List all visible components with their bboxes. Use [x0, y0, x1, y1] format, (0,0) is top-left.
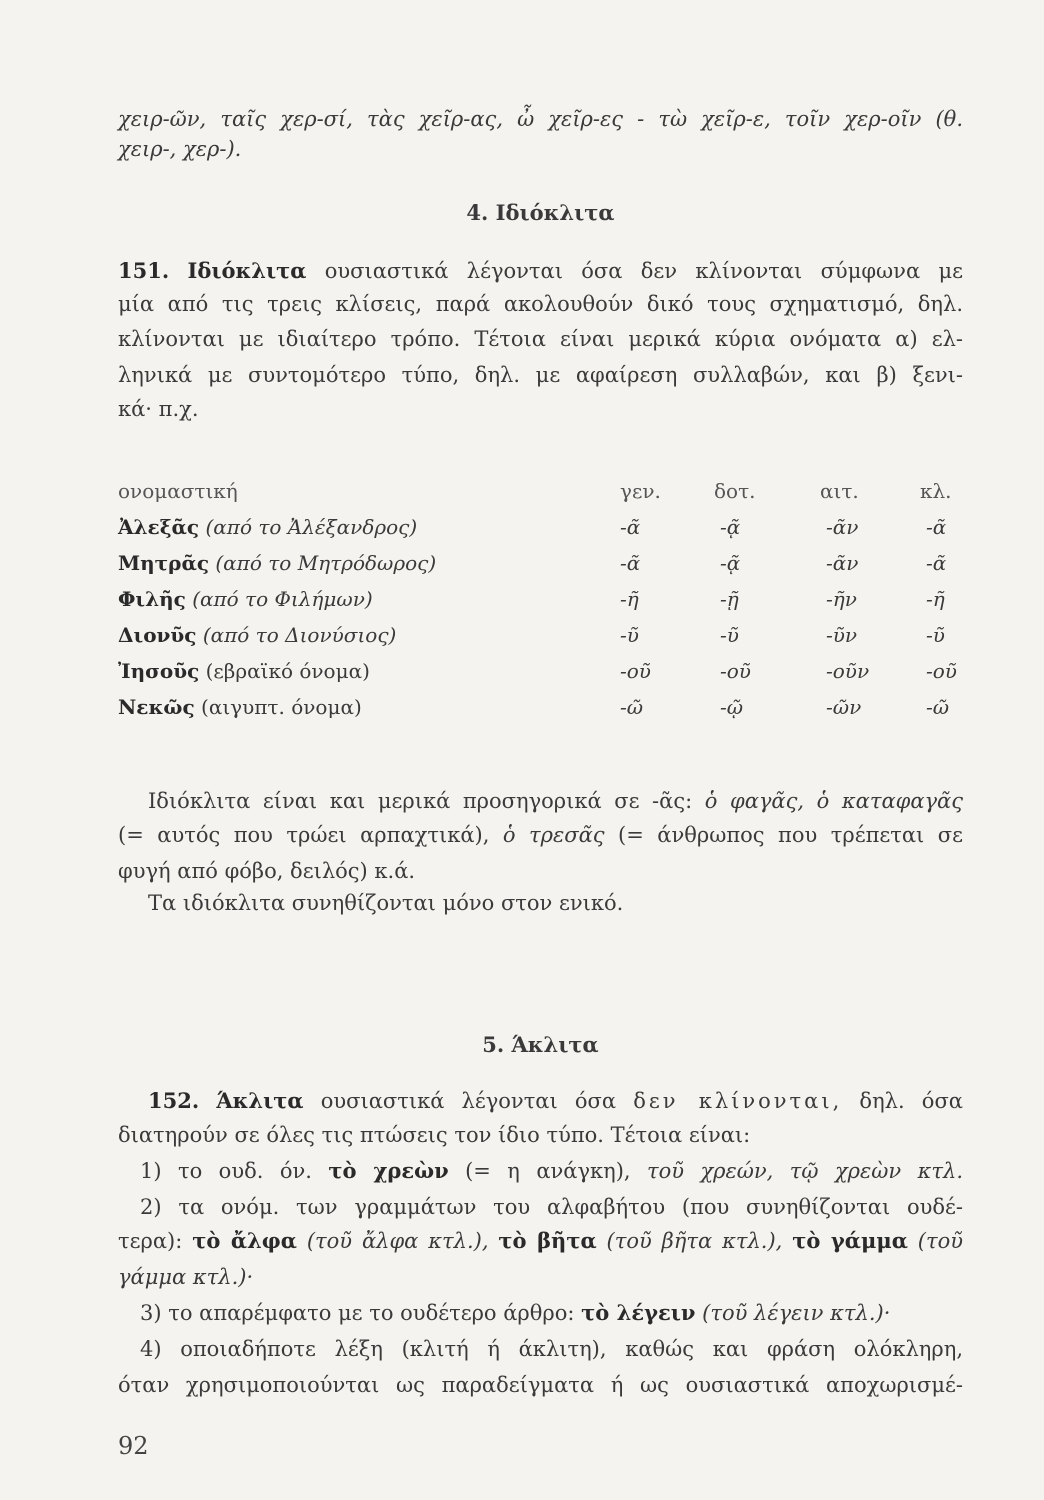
- text-line: όταν χρησιμοποιούνται ως παραδείγματα ή ως ουσιαστικά αποχωρισμέ-: [118, 1373, 963, 1397]
- table-row: [118, 584, 373, 614]
- text-span: 3) το απαρέμφατο με το ουδέτερο άρθρο:: [140, 1301, 582, 1325]
- row-genitive: -ῦ: [620, 623, 639, 647]
- row-vocative: -οῦ: [926, 659, 957, 683]
- table-row: [118, 512, 417, 542]
- row-accusative: -ᾶν: [826, 551, 859, 575]
- row-genitive: -ᾶ: [620, 551, 641, 575]
- row-genitive: -ῆ: [620, 587, 639, 611]
- paragraph-151-line: [118, 256, 963, 286]
- row-vocative: -ῆ: [926, 587, 945, 611]
- text-span: (= άνθρωπος που τρέπεται σε: [604, 823, 963, 847]
- row-note: (από το Διονύσιος): [202, 623, 397, 647]
- table-row: [118, 692, 362, 722]
- header-accusative: αιτ.: [820, 479, 859, 503]
- text-line: χειρ-, χερ-).: [118, 137, 242, 161]
- example-legein: τὸ λέγειν: [581, 1300, 696, 1325]
- text-line: [118, 820, 963, 850]
- text-span: (= η ανάγκη),: [448, 1159, 647, 1183]
- text-line: γάμμα κτλ.)·: [118, 1265, 254, 1289]
- text-line: χειρ-ῶν, ταῖς χερ-σί, τὰς χεῖρ-ας, ὦ χεῖρ-ες - τὼ χεῖρ-ε, τοῖν χερ-οῖν (θ.: [118, 107, 963, 131]
- row-dative: -ῷ: [720, 695, 744, 719]
- example-phagas: ὁ φαγᾶς, ὁ καταφαγᾶς: [704, 789, 963, 813]
- row-word: Ἀλεξᾶς: [118, 515, 200, 539]
- list-item: [140, 1298, 963, 1328]
- row-note: (αιγυπτ. όνομα): [201, 695, 362, 719]
- example-alpha: τὸ ἄλφα: [192, 1228, 297, 1253]
- row-accusative: -ᾶν: [826, 515, 859, 539]
- text-line: ληνικά με συντομότερο τύπο, δηλ. με αφαίρεση συλλαβών, και β) ξενι-: [118, 363, 963, 387]
- example-beta: τὸ βῆτα: [498, 1228, 597, 1253]
- text-line: διατηρούν σε όλες τις πτώσεις τον ίδιο τύπο. Τέτοια είναι:: [118, 1123, 751, 1147]
- row-vocative: -ῶ: [926, 695, 950, 719]
- row-dative: -ᾷ: [720, 551, 741, 575]
- header-vocative: κλ.: [920, 479, 952, 503]
- row-note: (εβραϊκό όνομα): [205, 659, 370, 683]
- row-note: (από το Μητρόδωρος): [215, 551, 437, 575]
- row-note: (από το Ἀλέξανδρος): [205, 515, 418, 539]
- example-chreon: τὸ χρεὼν: [328, 1158, 449, 1183]
- text-line: Τα ιδιόκλιτα συνηθίζονται μόνο στον ενικό.: [148, 891, 624, 915]
- text-line: [148, 786, 963, 816]
- row-note: (από το Φιλήμων): [192, 587, 373, 611]
- row-word: Μητρᾶς: [118, 551, 210, 575]
- table-row: [118, 548, 436, 578]
- row-genitive: -ῶ: [620, 695, 644, 719]
- row-vocative: -ᾶ: [926, 551, 947, 575]
- example-gamma-forms: (τοῦ: [907, 1229, 963, 1253]
- row-accusative: -οῦν: [826, 659, 870, 683]
- list-item: 4) οποιαδήποτε λέξη (κλιτή ή άκλιτη), καθώς και φράση ολόκληρη,: [140, 1337, 963, 1361]
- term-idioklita: Ιδιόκλιτα: [187, 258, 307, 283]
- table-row: [118, 656, 370, 686]
- text-span: 1) το ουδ. όν.: [140, 1159, 329, 1183]
- text-line: κλίνονται με ιδιαίτερο τρόπο. Τέτοια είναι μερικά κύρια ονόματα α) ελ-: [118, 327, 963, 351]
- row-word: Φιλῆς: [118, 587, 186, 611]
- list-item: 2) τα ονόμ. των γραμμάτων του αλφαβήτου (που συνηθίζονται ουδέ-: [140, 1195, 963, 1219]
- row-dative: -οῦ: [720, 659, 751, 683]
- page-number: 92: [118, 1432, 149, 1460]
- spaced-emphasis: δεν κλίνονται,: [633, 1089, 843, 1113]
- row-vocative: -ᾶ: [926, 515, 947, 539]
- header-nominative: ονομαστική: [118, 479, 238, 503]
- row-word: Νεκῶς: [118, 695, 195, 719]
- paragraph-number: 151.: [118, 258, 170, 283]
- text-span: (= αυτός που τρώει αρπαχτικά),: [118, 823, 503, 847]
- row-dative: -ᾷ: [720, 515, 741, 539]
- paragraph-152-line: [148, 1086, 963, 1116]
- example-gamma: τὸ γάμμα: [792, 1228, 908, 1253]
- text-line: [118, 1226, 963, 1256]
- term-aklita: Άκλιτα: [216, 1088, 304, 1113]
- text-line: μία από τις τρεις κλίσεις, παρά ακολουθούν δικό τους σχηματισμό, δηλ.: [118, 292, 963, 316]
- row-vocative: -ῦ: [926, 623, 945, 647]
- text-span: τερα):: [118, 1229, 193, 1253]
- row-word: Διονῦς: [118, 623, 197, 647]
- row-dative: -ῦ: [720, 623, 739, 647]
- row-dative: -ῇ: [720, 587, 739, 611]
- row-accusative: -ῶν: [826, 695, 862, 719]
- list-item: [140, 1156, 963, 1186]
- text-span: δηλ. όσα: [859, 1089, 963, 1113]
- header-dative: δοτ.: [714, 479, 756, 503]
- row-genitive: -ᾶ: [620, 515, 641, 539]
- row-word: Ἰησοῦς: [118, 659, 200, 683]
- text-span: ουσιαστικά λέγονται όσα: [320, 1089, 617, 1113]
- header-genitive: γεν.: [620, 479, 661, 503]
- example-tresas: ὁ τρεσᾶς: [502, 823, 605, 847]
- text-span: Ιδιόκλιτα είναι και μερικά προσηγορικά σε -ᾶς:: [148, 789, 705, 813]
- text-line: φυγή από φόβο, δειλός) κ.ά.: [118, 859, 416, 883]
- table-row: [118, 620, 396, 650]
- row-accusative: -ῆν: [826, 587, 857, 611]
- text-line: κά· π.χ.: [118, 397, 199, 421]
- text-span: ουσιαστικά λέγονται όσα δεν κλίνονται σύμφωνα με: [324, 259, 963, 283]
- section-4-heading: 4. Ιδιόκλιτα: [466, 200, 615, 225]
- paragraph-number: 152.: [148, 1088, 200, 1113]
- section-5-heading: 5. Άκλιτα: [482, 1032, 599, 1057]
- row-genitive: -οῦ: [620, 659, 651, 683]
- example-alpha-forms: (τοῦ ἄλφα κτλ.),: [296, 1229, 499, 1253]
- example-legein-forms: (τοῦ λέγειν κτλ.)·: [695, 1301, 891, 1325]
- example-beta-forms: (τοῦ βῆτα κτλ.),: [596, 1229, 793, 1253]
- example-chreon-forms: τοῦ χρεών, τῷ χρεὼν κτλ.: [647, 1159, 963, 1183]
- row-accusative: -ῦν: [826, 623, 858, 647]
